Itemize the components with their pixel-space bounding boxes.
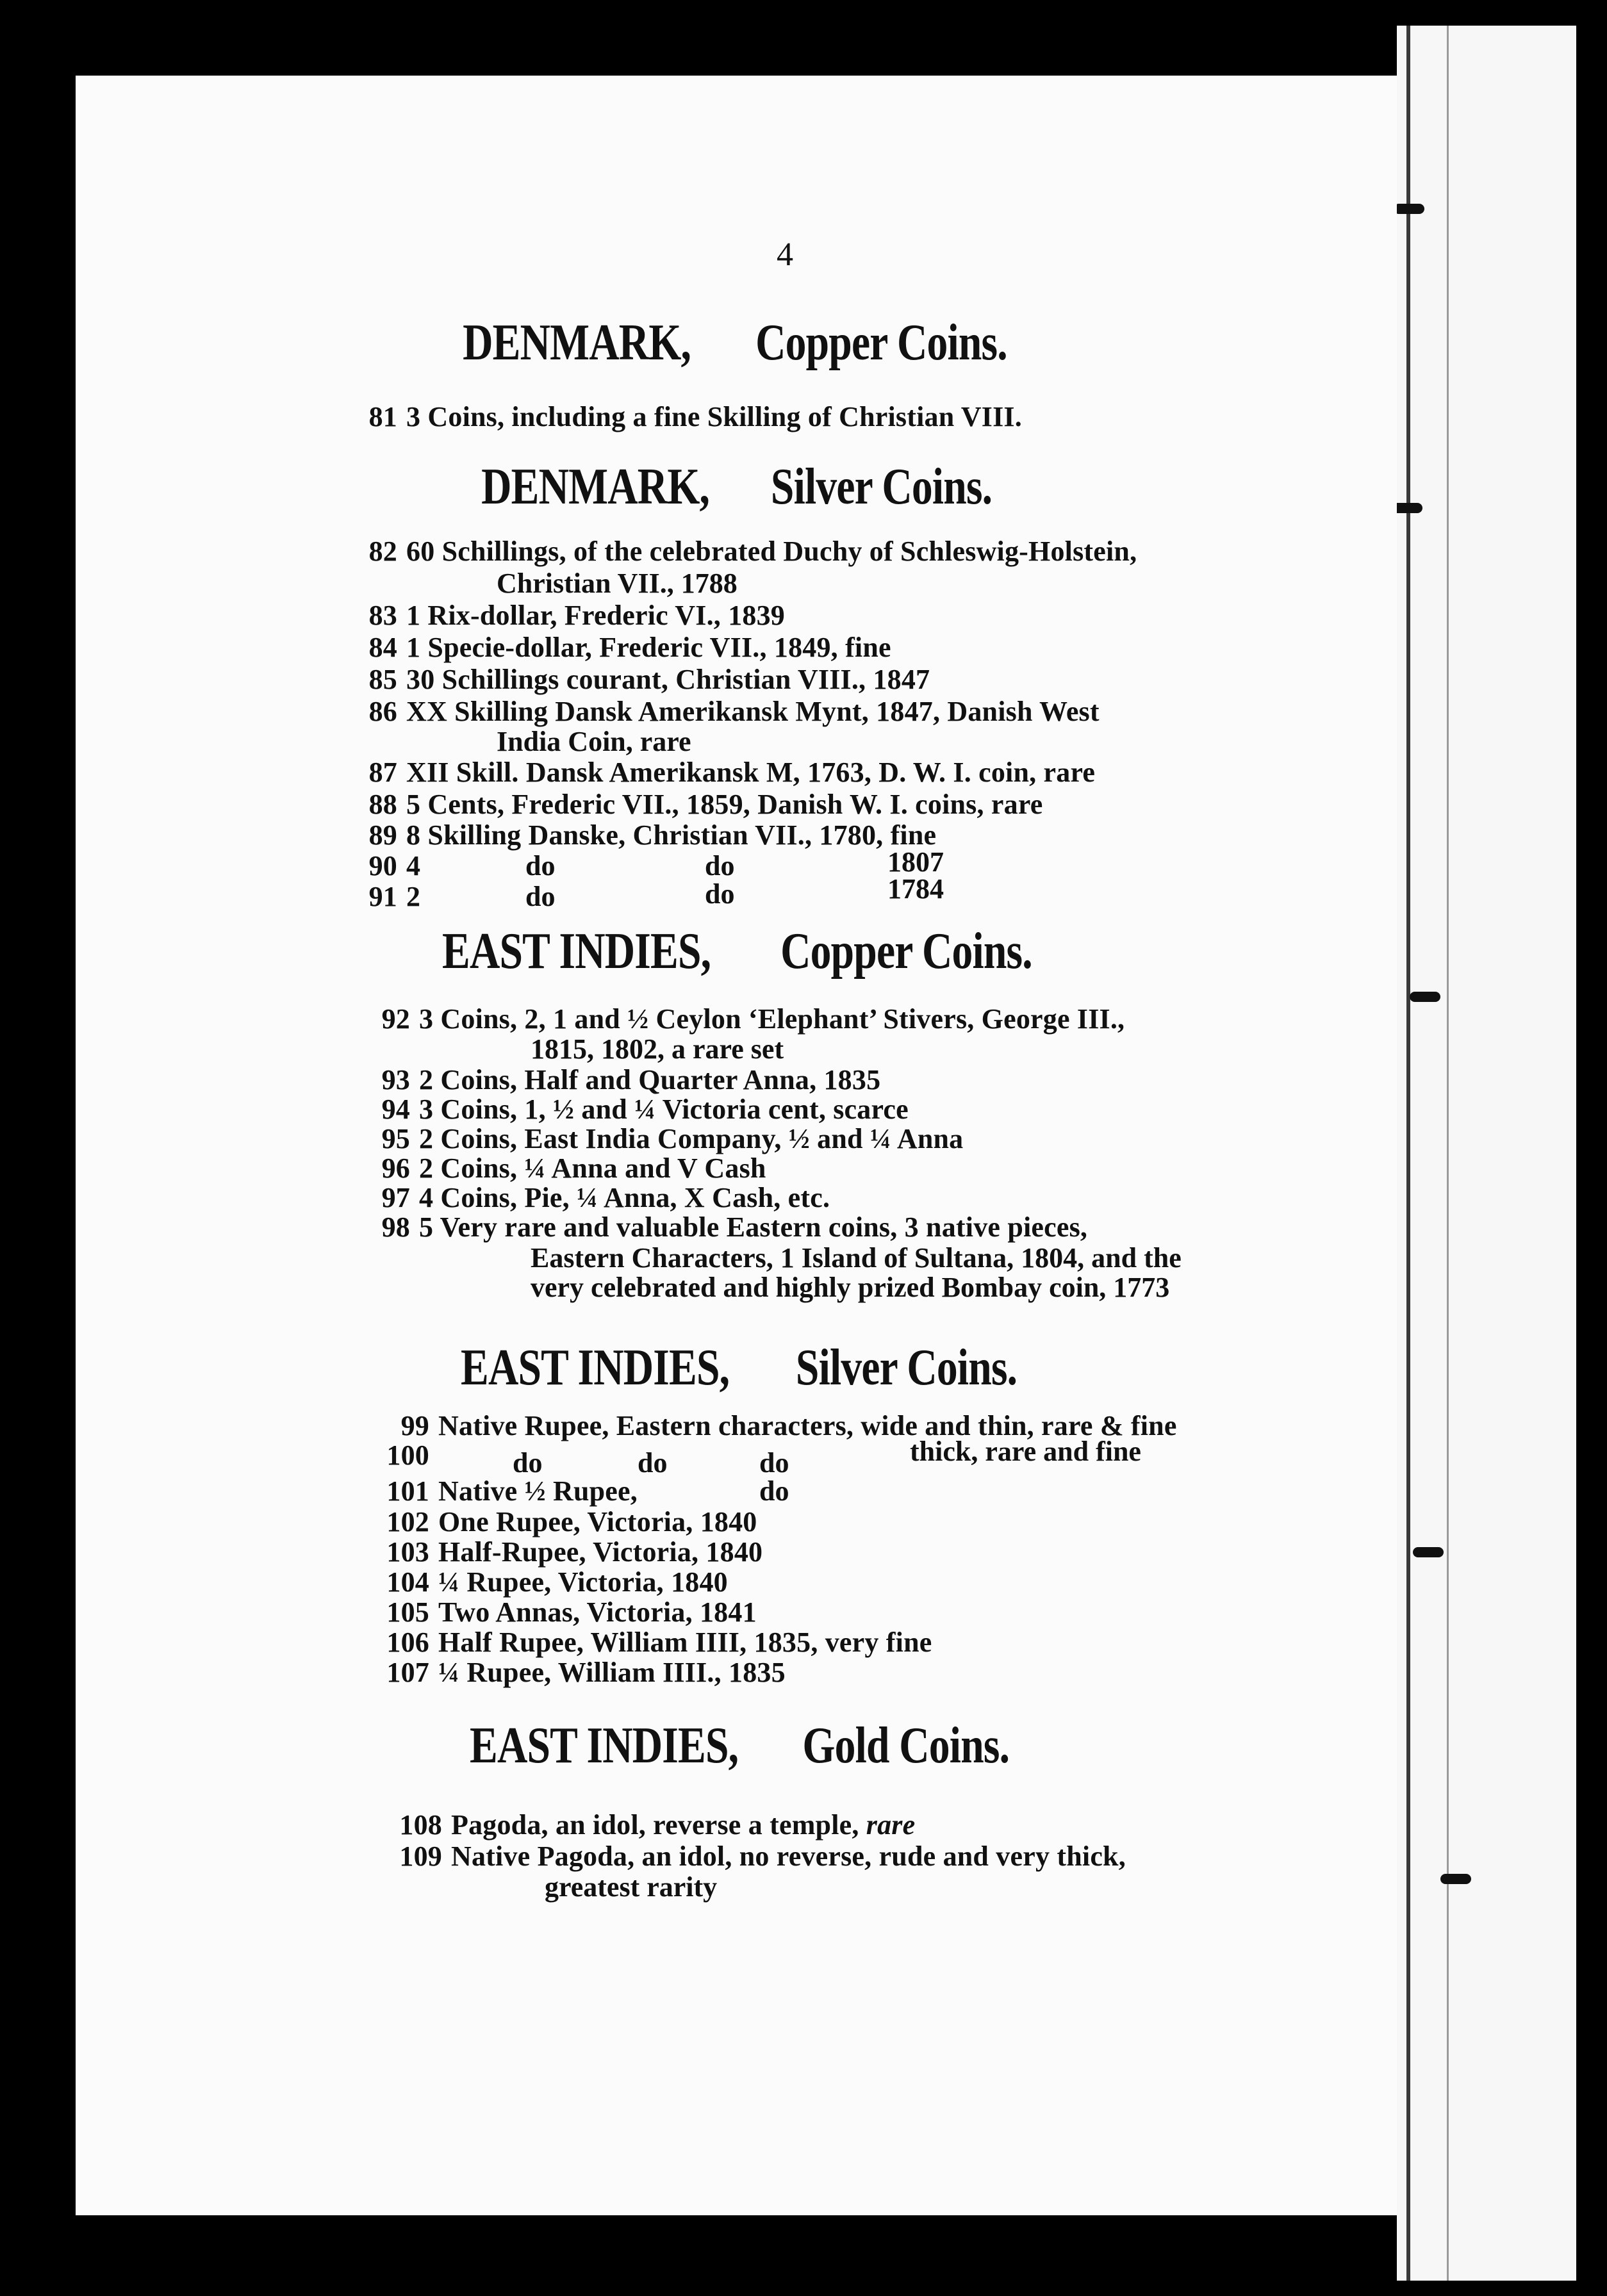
lot-entry: 97 4 Coins, Pie, ¼ Anna, X Cash, etc. xyxy=(381,1182,830,1213)
lot-entry: 109 Native Pagoda, an idol, no reverse, rude and very thick, xyxy=(399,1841,1126,1872)
ditto-mark: do xyxy=(759,1447,789,1479)
ditto-mark: do xyxy=(705,878,735,910)
lot-entry: 87 XII Skill. Dansk Amerikansk M, 1763, D. W. I. coin, rare xyxy=(368,757,1096,788)
ditto-mark: do xyxy=(705,850,735,882)
lot-continuation: thick, rare and fine xyxy=(910,1436,1141,1467)
lot-entry: 85 30 Schillings courant, Christian VIII., 1847 xyxy=(368,664,930,695)
lot-year: 1784 xyxy=(887,873,944,905)
lot-continuation: very celebrated and highly prized Bombay coin, 1773 xyxy=(531,1272,1170,1303)
lot-entry: 82 60 Schillings, of the celebrated Duchy of Schleswig-Holstein, xyxy=(368,536,1137,567)
lot-entry: 93 2 Coins, Half and Quarter Anna, 1835 xyxy=(381,1064,881,1095)
lot-entry: 95 2 Coins, East India Company, ½ and ¼ Anna xyxy=(381,1123,964,1154)
section-heading-denmark-silver: DENMARK, Silver Coins. xyxy=(481,459,993,515)
page-number: 4 xyxy=(777,236,793,273)
ditto-mark: do xyxy=(525,850,556,882)
ditto-mark: do xyxy=(513,1447,543,1479)
binding-stitch xyxy=(1413,1547,1444,1557)
ditto-mark: do xyxy=(638,1447,668,1479)
section-heading-east-indies-silver: EAST INDIES, Silver Coins. xyxy=(461,1340,1017,1396)
lot-entry: 88 5 Cents, Frederic VII., 1859, Danish W. I. coins, rare xyxy=(368,789,1043,820)
lot-continuation: 1815, 1802, a rare set xyxy=(531,1033,784,1065)
lot-entry: 94 3 Coins, 1, ½ and ¼ Victoria cent, scarce xyxy=(381,1094,909,1125)
lot-entry: 90 4 xyxy=(368,850,421,882)
lot-entry: 86 XX Skilling Dansk Amerikansk Mynt, 1847, Danish West xyxy=(368,696,1100,727)
lot-entry: 100 xyxy=(386,1439,429,1471)
lot-continuation: greatest rarity xyxy=(545,1871,718,1903)
section-heading-denmark-copper: DENMARK, Copper Coins. xyxy=(462,315,1007,371)
lot-entry: 91 2 xyxy=(368,881,421,912)
lot-entry: 96 2 Coins, ¼ Anna and V Cash xyxy=(381,1152,766,1184)
lot-entry: 101 Native ½ Rupee, xyxy=(386,1475,638,1507)
ditto-mark: do xyxy=(759,1475,789,1507)
section-heading-east-indies-copper: EAST INDIES, Copper Coins. xyxy=(442,923,1032,980)
lot-entry: 104 ¼ Rupee, Victoria, 1840 xyxy=(386,1566,728,1598)
lot-entry: 107 ¼ Rupee, William IIII., 1835 xyxy=(386,1657,786,1688)
binding-stitch xyxy=(1410,992,1440,1002)
lot-entry: 99 Native Rupee, Eastern characters, wide and thin, rare & fine xyxy=(400,1410,1177,1441)
lot-entry: 81 3 Coins, including a fine Skilling of Christian VIII. xyxy=(368,401,1022,432)
binding-stitch xyxy=(1440,1874,1471,1884)
lot-continuation: Eastern Characters, 1 Island of Sultana, 1804, and the xyxy=(531,1242,1182,1274)
lot-year: 1807 xyxy=(887,846,944,878)
binding-stitch xyxy=(1394,204,1424,214)
lot-continuation: Christian VII., 1788 xyxy=(497,568,738,599)
lot-entry: 92 3 Coins, 2, 1 and ½ Ceylon ‘Elephant’ Stivers, George III., xyxy=(381,1003,1125,1035)
lot-entry: 106 Half Rupee, William IIII, 1835, very fine xyxy=(386,1627,932,1658)
lot-continuation: India Coin, rare xyxy=(497,726,691,757)
lot-entry: 84 1 Specie-dollar, Frederic VII., 1849, fine xyxy=(368,632,891,663)
lot-entry: 108 Pagoda, an idol, reverse a temple, rare xyxy=(399,1809,916,1841)
lot-entry: 98 5 Very rare and valuable Eastern coins, 3 native pieces, xyxy=(381,1211,1088,1243)
lot-entry: 102 One Rupee, Victoria, 1840 xyxy=(386,1506,757,1538)
lot-entry: 89 8 Skilling Danske, Christian VII., 1780, fine xyxy=(368,819,937,851)
lot-entry: 103 Half-Rupee, Victoria, 1840 xyxy=(386,1536,763,1568)
ditto-mark: do xyxy=(525,881,556,912)
section-heading-east-indies-gold: EAST INDIES, Gold Coins. xyxy=(470,1718,1010,1774)
lot-entry: 83 1 Rix-dollar, Frederic VI., 1839 xyxy=(368,600,785,631)
lot-entry: 105 Two Annas, Victoria, 1841 xyxy=(386,1596,757,1628)
